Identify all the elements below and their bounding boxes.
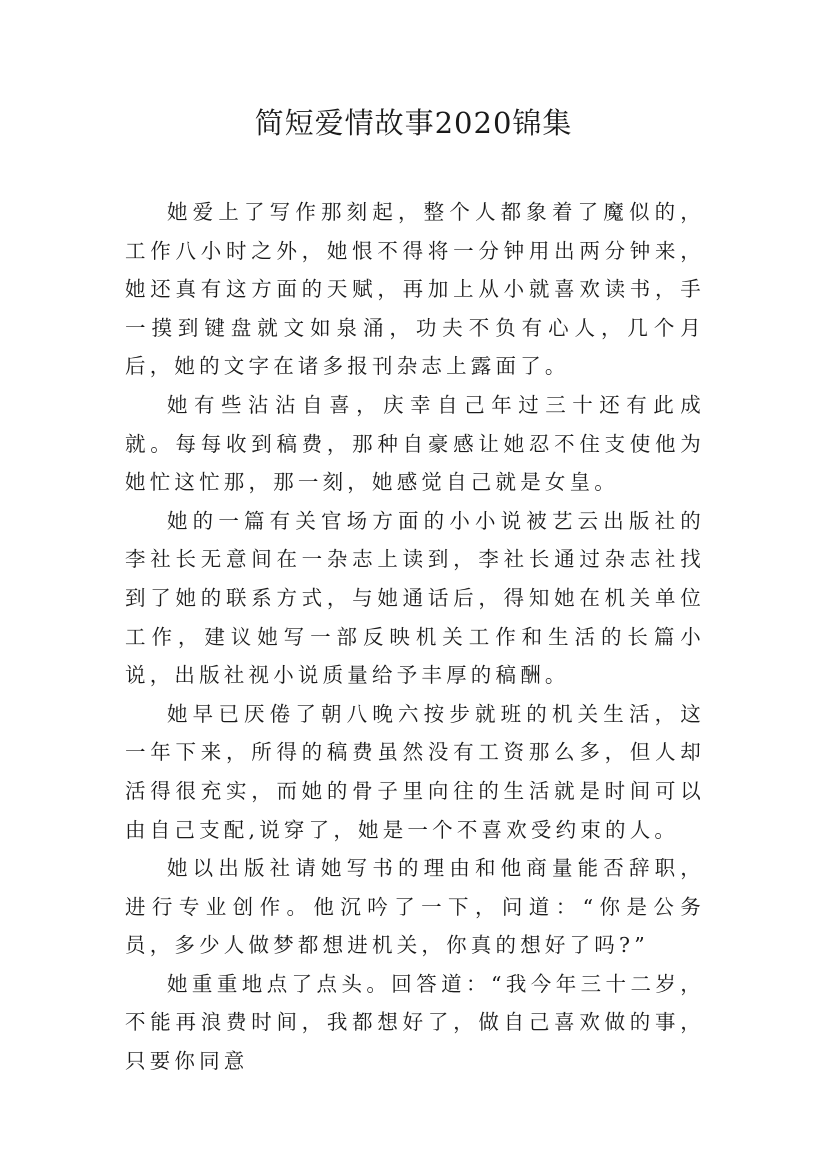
paragraph-3: 她的一篇有关官场方面的小小说被艺云出版社的李社长无意间在一杂志上读到，李社长通过杂志社找到了她的联系方式，与她通话后，得知她在机关单位工作，建议她写一部反映机关工作和生活的长篇小说，出版社视小说质量给予丰厚的稿酬。: [125, 508, 705, 688]
document-body: [125, 193, 705, 1081]
document-title: 简短爱情故事2020锦集: [254, 106, 573, 140]
paragraph-4: 她早已厌倦了朝八晚六按步就班的机关生活，这一年下来，所得的稿费虽然没有工资那么多，但人却活得很充实，而她的骨子里向往的生活就是时间可以由自己支配,说穿了，她是一个不喜欢受约束的人。: [125, 701, 705, 842]
paragraph-5: 她以出版社请她写书的理由和他商量能否辞职，进行专业创作。他沉吟了一下，问道：“你是公务员，多少人做梦都想进机关，你真的想好了吗?”: [125, 856, 705, 958]
paragraph-6: 她重重地点了点头。回答道：“我今年三十二岁，不能再浪费时间，我都想好了，做自己喜欢做的事，只要你同意: [125, 971, 705, 1074]
paragraph-1: 她爱上了写作那刻起，整个人都象着了魔似的，工作八小时之外，她恨不得将一分钟用出两分钟来，她还真有这方面的天赋，再加上从小就喜欢读书，手一摸到键盘就文如泉涌，功夫不负有心人，几个月后，她的文字在诸多报刊杂志上露面了。: [125, 200, 705, 379]
paragraph-2: 她有些沾沾自喜，庆幸自己年过三十还有此成就。每每收到稿费，那种自豪感让她忍不住支使他为她忙这忙那，那一刻，她感觉自己就是女皇。: [125, 392, 705, 495]
